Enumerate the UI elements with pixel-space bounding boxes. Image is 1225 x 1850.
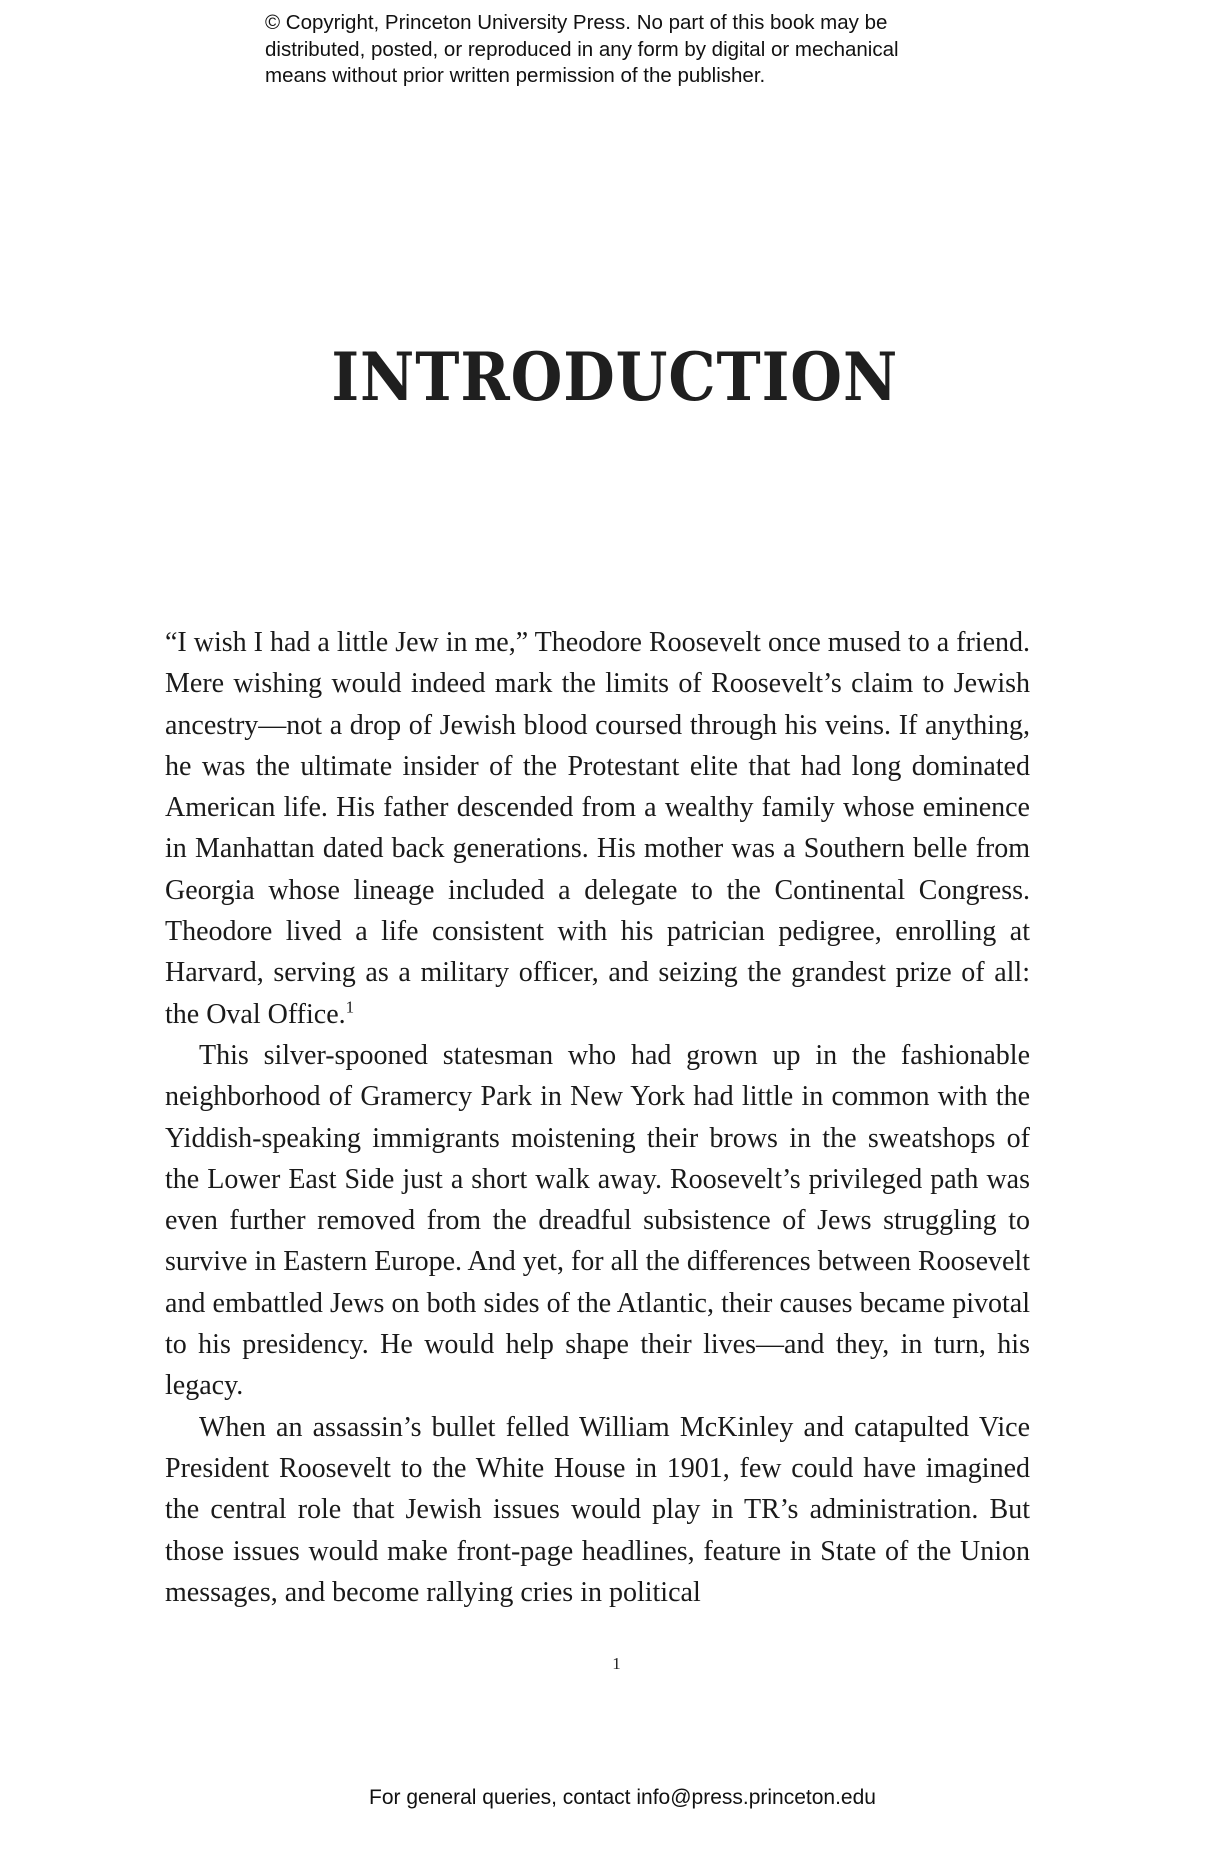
footer-text: For general queries, contact	[369, 1786, 637, 1809]
contact-email-link[interactable]: info@press.princeton.edu	[636, 1786, 876, 1809]
paragraph-1	[165, 622, 1030, 1035]
copyright-line-3: means without prior written permission of the publisher.	[265, 64, 766, 87]
paragraph-1-text: “I wish I had a little Jew in me,” Theodore Roosevelt once mused to a friend. Mere wishing would indeed mark the limits of Roosevelt’s claim to Jewish ancestry—not a drop of Jewish blood coursed through his veins. If anything, he was the ultimate insider of the Protestant elite that had long dominated American life. His father descended from a wealthy family whose eminence in Manhattan dated back generations. His mother was a Southern belle from Georgia whose lineage included a delegate to the Continental Congress. Theodore lived a life consistent with his patrician pedigree, enrolling at Harvard, serving as a military officer, and seizing the grandest prize of all: the Oval Office.	[165, 627, 1030, 1030]
copyright-line-2: distributed, posted, or reproduced in any form by digital or mechanical	[265, 37, 899, 61]
copyright-line-1: © Copyright, Princeton University Press. No part of this book may be	[265, 11, 888, 34]
footer	[0, 1786, 1225, 1810]
copyright-notice	[265, 10, 985, 90]
body-text	[165, 622, 1030, 1613]
chapter-title: INTRODUCTION	[331, 338, 899, 416]
page-number: 1	[612, 1654, 621, 1673]
paragraph-3: When an assassin’s bullet felled William McKinley and catapulted Vice President Roosevelt to the White House in 1901, few could have imagined the central role that Jewish issues would play in TR’s administration. But those issues would make front-page headlines, feature in State of the Union messages, and become rallying cries in political	[165, 1411, 1030, 1608]
paragraph-2: This silver-spooned statesman who had grown up in the fashionable neighborhood of Gramercy Park in New York had little in common with the Yiddish-speaking immigrants moistening their brows in the sweatshops of the Lower East Side just a short walk away. Roosevelt’s privileged path was even further removed from the dreadful subsistence of Jews struggling to survive in Eastern Europe. And yet, for all the differences between Roosevelt and embattled Jews on both sides of the Atlantic, their causes became pivotal to his presidency. He would help shape their lives—and they, in turn, his legacy.	[165, 1039, 1030, 1402]
footnote-marker[interactable]: 1	[345, 997, 355, 1017]
